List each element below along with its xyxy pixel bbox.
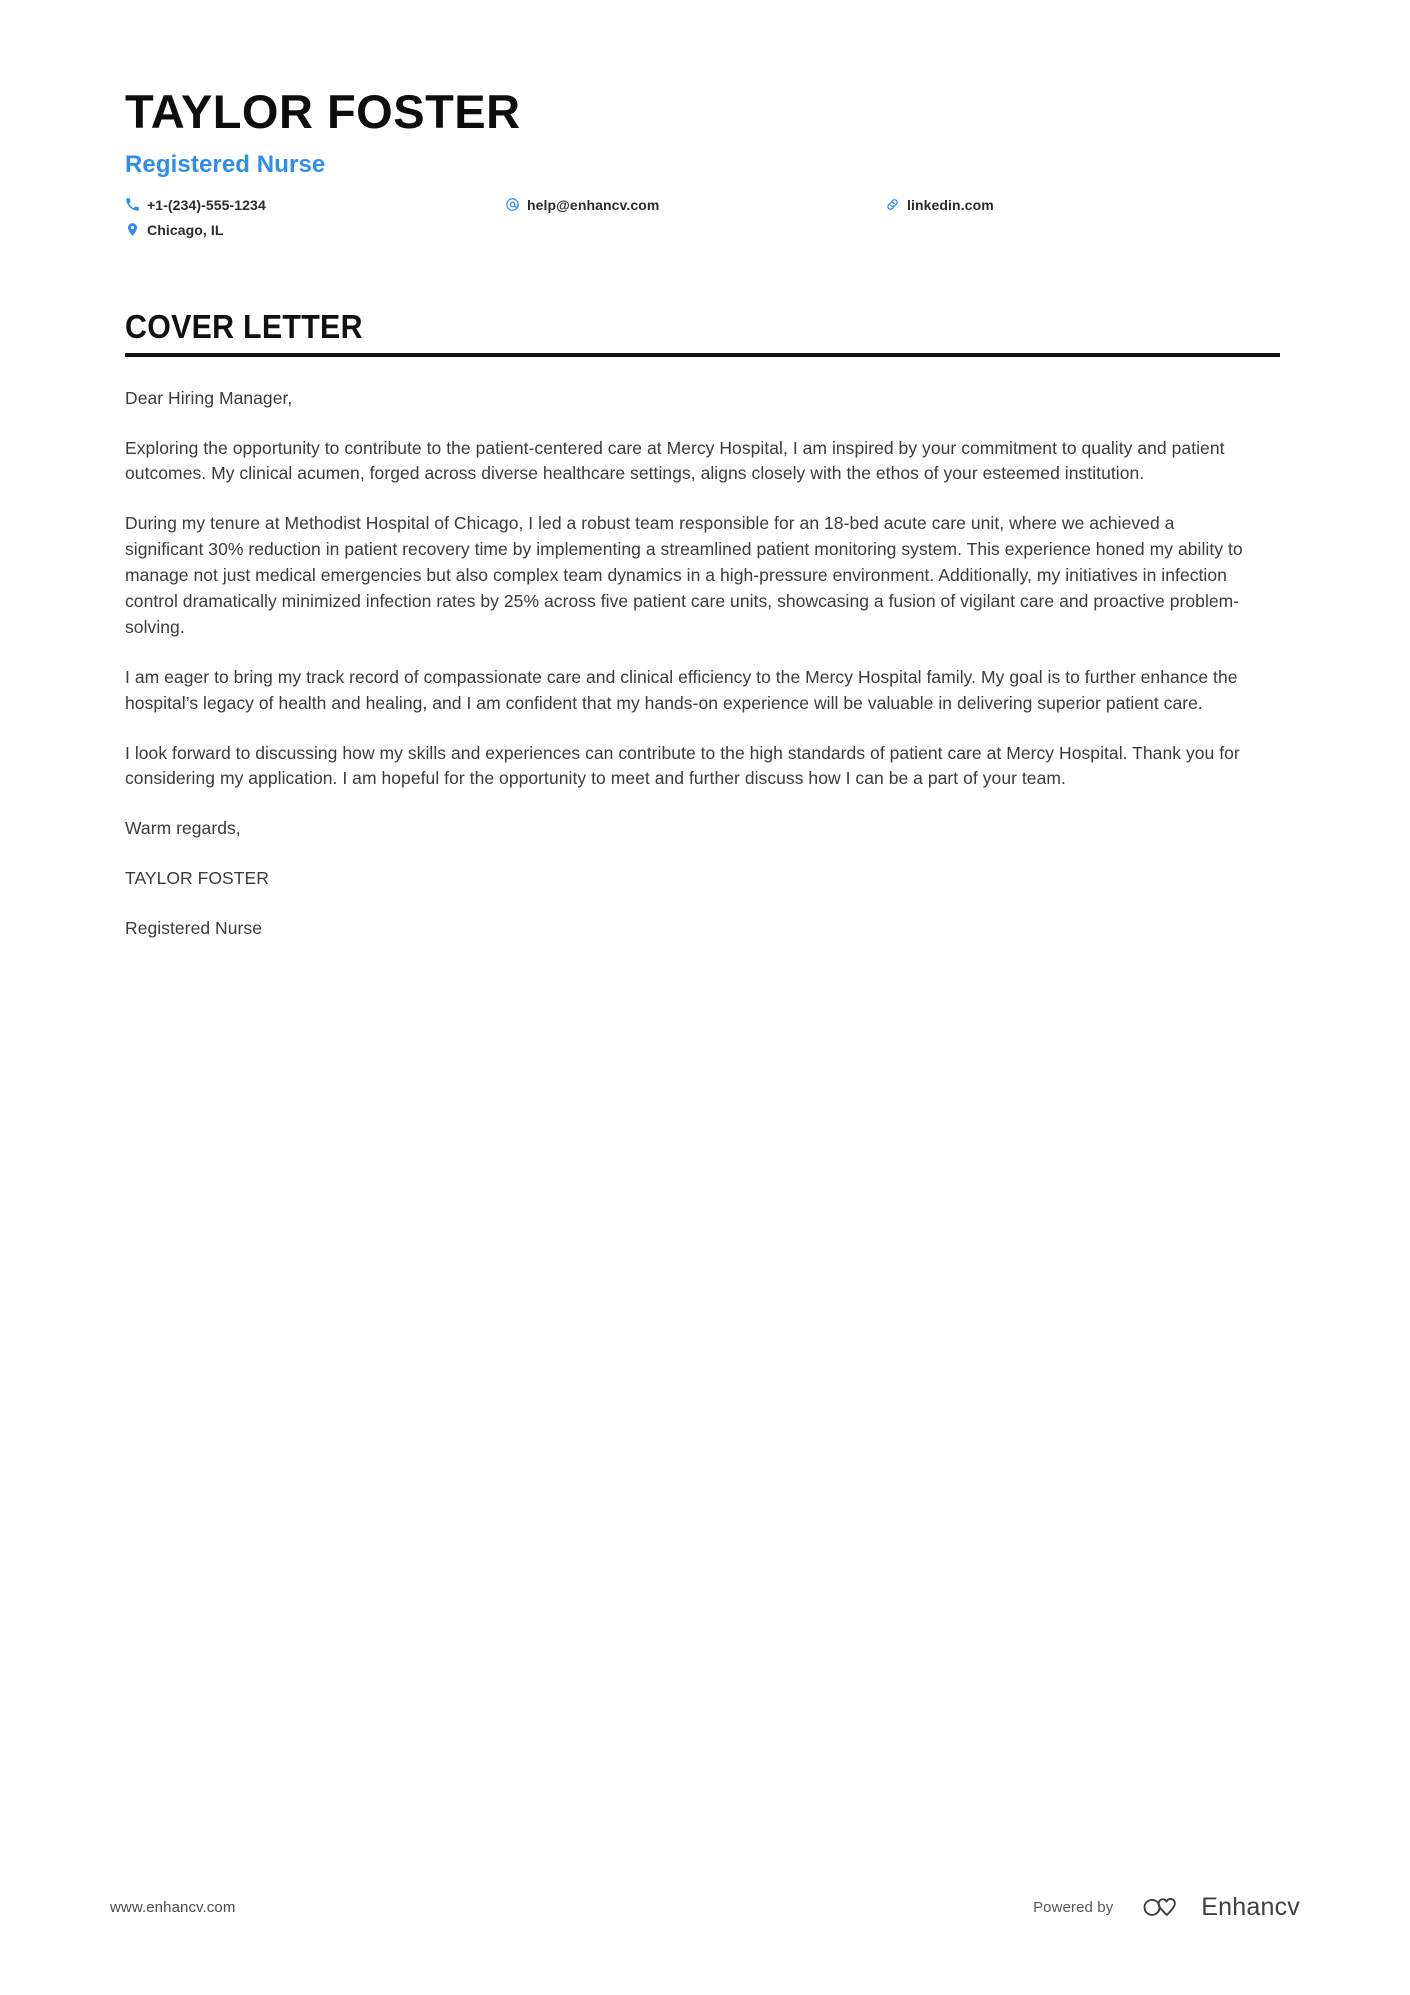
letter-salutation: Dear Hiring Manager, [125,387,293,408]
contact-row [125,222,1285,238]
contact-location-label: Chicago, IL [147,221,224,238]
letter-body [125,386,1253,942]
contact-email[interactable] [505,197,885,213]
contact-block [125,197,1285,238]
contact-location[interactable] [125,222,505,238]
page-footer [110,1892,1300,1922]
enhancv-mark-icon [1132,1892,1188,1922]
contact-phone-label: +1-(234)-555-1234 [147,196,266,213]
job-title: Registered Nurse [125,150,326,178]
cover-letter-section [125,308,1285,942]
contact-linkedin[interactable] [885,197,994,213]
footer-branding [1033,1892,1300,1922]
contact-email-label: help@enhancv.com [527,196,660,213]
letter-paragraph: During my tenure at Methodist Hospital of Chicago, I led a robust team responsible for an 18-bed acute care unit, where we achieved a significant 30% reduction in patient recovery time by implementing a streamlined patient monitoring system. This experience honed my ability to manage not just medical emergencies but also complex team dynamics in a high-pressure environment. Additionally, my initiatives in infection control dramatically minimized infection rates by 25% across five patient care units, showcasing a fusion of vigilant care and proactive problem-solving. [125,513,1243,637]
letter-paragraph: Exploring the opportunity to contribute to the patient-centered care at Mercy Hospital, I am inspired by your commitment to quality and patient outcomes. My clinical acumen, forged across diverse healthcare settings, aligns closely with the ethos of your esteemed institution. [125,437,1225,484]
contact-linkedin-label: linkedin.com [907,196,994,213]
contact-row [125,197,1285,213]
footer-website-url[interactable]: www.enhancv.com [110,1898,236,1916]
location-pin-icon [125,222,140,237]
link-icon [885,197,900,212]
contact-phone[interactable] [125,197,505,213]
phone-icon [125,197,140,212]
enhancv-wordmark: Enhancv [1201,1892,1300,1921]
letter-closing: Warm regards, [125,818,241,839]
enhancv-logo[interactable] [1132,1892,1300,1922]
letter-signature-title: Registered Nurse [125,918,262,939]
letter-paragraph: I am eager to bring my track record of compassionate care and clinical efficiency to the Mercy Hospital family. My goal is to further enhance the hospital’s legacy of health and healing, and I am confident that my hands-on experience will be valuable in delivering superior patient care. [125,666,1238,713]
section-title: COVER LETTER [125,307,363,345]
email-at-icon [505,197,520,212]
letter-paragraph: I look forward to discussing how my skills and experiences can contribute to the high standards of patient care at Mercy Hospital. Thank you for considering my application. I am hopeful for the opportunity to meet and further discuss how I can be a part of your team. [125,742,1240,789]
powered-by-label: Powered by [1033,1898,1114,1916]
letter-signature-name: TAYLOR FOSTER [125,868,269,889]
resume-header [125,0,1285,238]
section-divider [125,353,1280,357]
page-title: TAYLOR FOSTER [125,85,521,138]
